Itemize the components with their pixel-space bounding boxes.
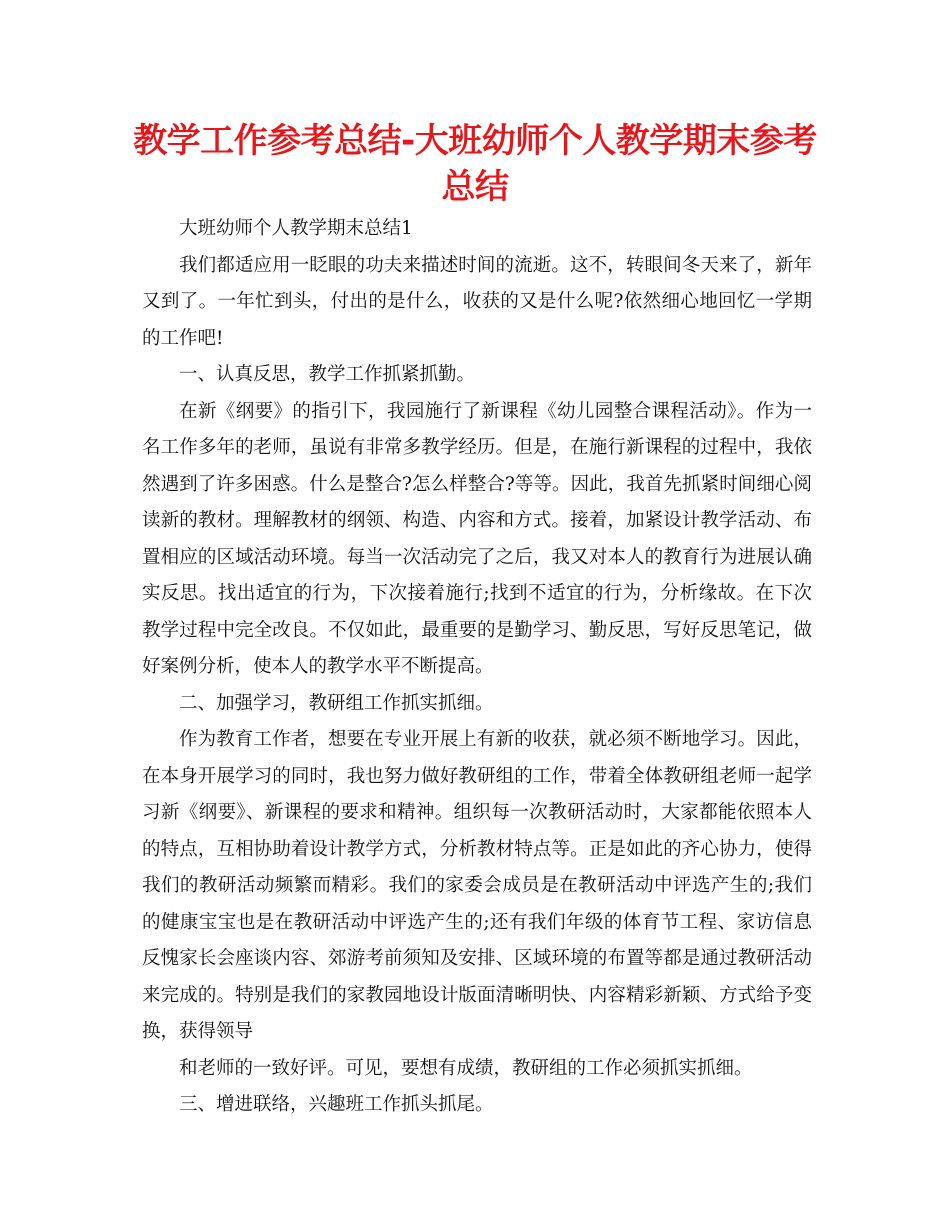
section-heading-interest-class: 三、增进联络，兴趣班工作抓头抓尾。	[179, 1094, 494, 1115]
intro-paragraph: 我们都适应用一眨眼的功夫来描述时间的流逝。这不，转眼间冬天来了，新年又到了。一年忙到头，付出的是什么，收获的又是什么呢?依然细心地回忆一学期的工作吧!	[142, 254, 812, 349]
section-heading-summary-1: 大班幼师个人教学期末总结1	[179, 218, 413, 239]
section-heading-study: 二、加强学习，教研组工作抓实抓细。	[179, 692, 494, 714]
section-heading-reflection: 一、认真反思，教学工作抓紧抓勤。	[179, 364, 476, 385]
study-paragraph: 作为教育工作者，想要在专业开展上有新的收获，就必须不断地学习。因此，在本身开展学习的同时，我也努力做好教研组的工作，带着全体教研组老师一起学习新《纲要》、新课程的要求和精神。组织每一次教研活动时，大家都能依照本人的特点，互相协助着设计教学方式，分析教材特点等。正是如此的齐心协力，使得我们的教研活动频繁而精彩。我们的家委会成员是在教研活动中评选产生的;我们的健康宝宝也是在教研活动中评选产生的;还有我们年级的体育节工程、家访信息反愧家长会座谈内容、郊游考前须知及安排、区域环境的布置等都是通过教研活动来完成的。特别是我们的家教园地设计版面清晰明快、内容精彩新颖、方式给予变换，获得领导	[142, 729, 812, 1042]
document-title: 教学工作参考总结-大班幼师个人教学期末参考总结	[133, 121, 817, 207]
reflection-paragraph: 在新《纲要》的指引下，我园施行了新课程《幼儿园整合课程活动》。作为一名工作多年的老师，虽说有非常多教学经历。但是，在施行新课程的过程中，我依然遇到了许多困惑。什么是整合?怎么样整合?等等。因此，我首先抓紧时间细心阅读新的教材。理解教材的纲领、构造、内容和方式。接着，加紧设计教学活动、布置相应的区域活动环境。每当一次活动完了之后，我又对本人的教育行为进展认确实反思。找出适宜的行为，下次接着施行;找到不适宜的行为，分析缘故。在下次教学过程中完全改良。不仅如此，最重要的是勤学习、勤反思，写好反思笔记，做好案例分析，使本人的教学水平不断提高。	[142, 400, 812, 677]
study-paragraph-continued: 和老师的一致好评。可见，要想有成绩，教研组的工作必须抓实抓细。	[179, 1057, 753, 1079]
document-body	[142, 211, 812, 1124]
